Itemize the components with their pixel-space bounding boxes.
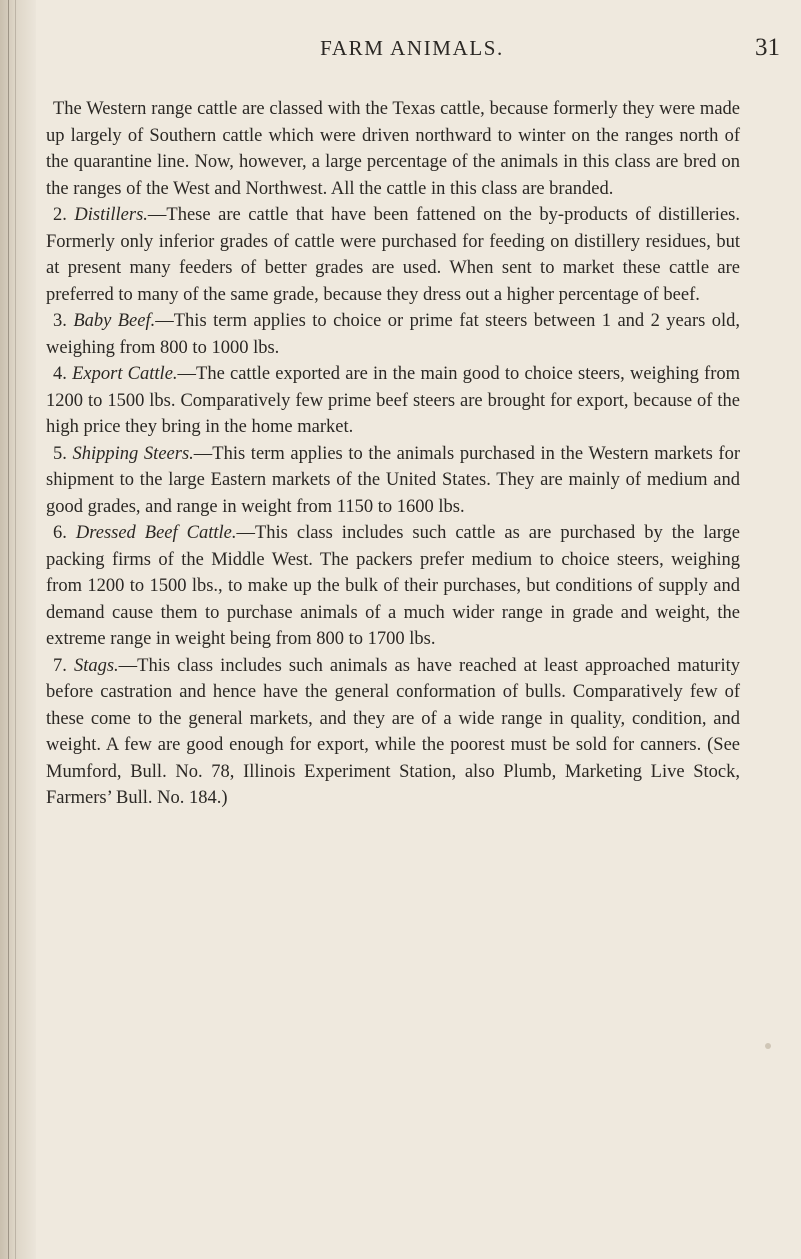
paragraph-text: —These are cattle that have been fattened on the by-products of distilleries. Formerly only inferior grades of cattle were purchased for feeding on distillery residues, but at present many feeders of better grades are used. When sent to market these cattle are preferred to many of the same grade, because they dress out a higher percentage of beef. bbox=[46, 205, 740, 305]
page-number: 31 bbox=[755, 34, 780, 61]
item-number: 6. bbox=[53, 523, 76, 543]
paragraph-text: —This class includes such animals as have reached at least approached maturity before castration and hence have the general conformation of bulls. Comparatively few of these come to the general markets, and they are of a wide range in quality, condition, and weight. A few are good enough for export, while the poorest must be sold for canners. (See Mumford, Bull. No. 78, Illinois Experiment Station, also Plumb, Marketing Live Stock, Farmers’ Bull. No. 184.) bbox=[46, 655, 740, 808]
item-number: 4. bbox=[53, 364, 73, 384]
paragraph-baby-beef bbox=[46, 308, 740, 361]
item-heading: Export Cattle. bbox=[72, 364, 178, 384]
item-number: 3. bbox=[53, 311, 74, 331]
paragraph-text: —This term applies to the animals purchased in the Western markets for shipment to the large Eastern markets of the United States. They are mainly of medium and good grades, and range in weight from 1150 to 1600 lbs. bbox=[46, 443, 740, 517]
paragraph-dressed-beef-cattle bbox=[46, 520, 740, 653]
paragraph-distillers bbox=[46, 202, 740, 308]
paragraph-western-range-cattle bbox=[46, 96, 740, 202]
paragraph-text: —The cattle exported are in the main good to choice steers, weighing from 1200 to 1500 lbs. Comparatively few prime beef steers are brought for export, because of the high price they bring in the home market. bbox=[46, 364, 741, 437]
paragraph-export-cattle bbox=[46, 361, 740, 441]
binding-edge-line bbox=[15, 0, 16, 1259]
item-number: 2. bbox=[53, 205, 75, 225]
paragraph-text: —This class includes such cattle as are purchased by the large packing firms of the Middle West. The packers prefer medium to choice steers, weighing from 1200 to 1500 lbs., to make up the bulk of their purchases, but conditions of supply and demand cause them to purchase animals of a much wider range in grade and weight, the extreme range in weight being from 800 to 1700 lbs. bbox=[46, 523, 740, 649]
item-heading: Shipping Steers. bbox=[72, 443, 194, 464]
paragraph-shipping-steers bbox=[46, 441, 740, 521]
paragraph-stags bbox=[46, 653, 740, 812]
item-number: 7. bbox=[53, 655, 74, 676]
item-heading: Stags. bbox=[73, 655, 119, 676]
paragraph-text: —This term applies to choice or prime fat steers between 1 and 2 years old, weighing from 800 to 1000 lbs. bbox=[46, 311, 741, 358]
page-header bbox=[36, 36, 788, 66]
running-head: FARM ANIMALS. bbox=[320, 36, 504, 60]
item-number: 5. bbox=[53, 443, 73, 464]
binding-edge-line bbox=[8, 0, 9, 1259]
item-heading: Dressed Beef Cattle. bbox=[75, 523, 237, 543]
paragraph-text: The Western range cattle are classed with the Texas cattle, because formerly they were made up largely of Southern cattle which were driven northward to winter on the ranges north of the quarantine line. Now, however, a large percentage of the animals in this class are bred on the ranges of the West and Northwest. All the cattle in this class are branded. bbox=[46, 99, 740, 199]
page-gutter-shadow bbox=[0, 0, 36, 1259]
body-text bbox=[46, 96, 740, 812]
paper-speck bbox=[765, 1043, 771, 1049]
item-heading: Baby Beef. bbox=[73, 311, 156, 331]
item-heading: Distillers. bbox=[74, 205, 148, 225]
